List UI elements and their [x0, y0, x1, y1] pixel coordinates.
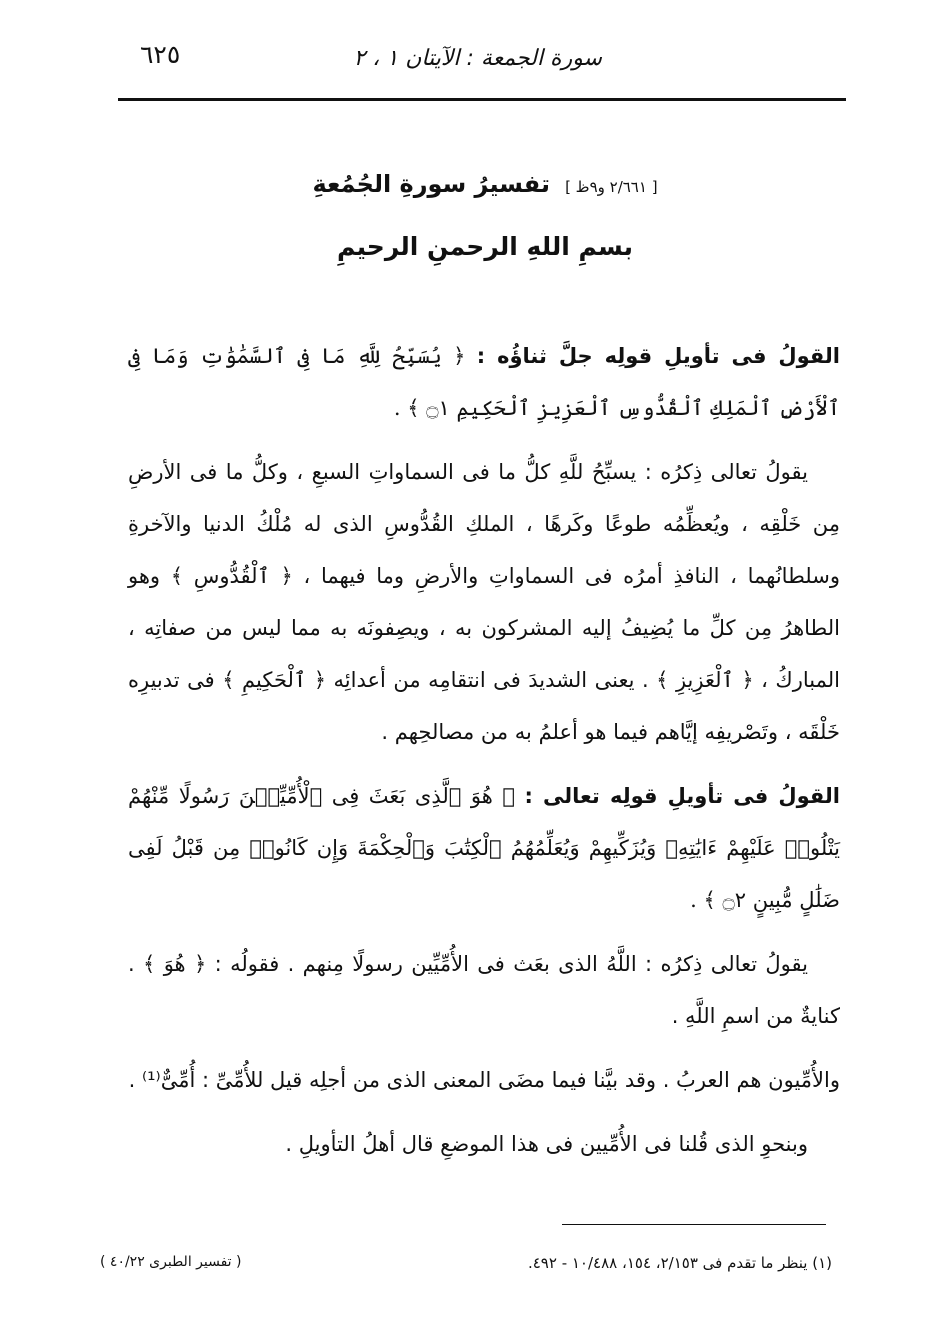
paragraph-lead: القولُ فى تأويلِ قولِه تعالى :	[524, 784, 841, 808]
paragraph-commentary-2	[128, 938, 840, 1042]
paragraph-commentary-4	[128, 1118, 840, 1170]
folio-reference: [ ٢/٦٦١ و٩ظ ]	[565, 178, 658, 196]
footnote-rule	[562, 1224, 826, 1225]
paragraph-commentary-3	[128, 1054, 840, 1106]
surah-title: تفسيرُ سورةِ الجُمُعةِ	[312, 170, 550, 198]
paragraph-text: يقولُ تعالى ذِكرُه : يسبِّحُ للَّهِ كلُّ ما فى السماواتِ السبعِ ، وكلُّ ما فى الأرضِ مِن خَلْقِه ، ويُعظِّمُه طوعًا وكَرهًا ، الملكِ القُدُّوسِ الذى له مُلْكُ الدنيا والآخرةِ وسلطانُهما ، النافذِ أمرُه فى السماواتِ والأرضِ وما فيهما ، ﴿ ٱلْقُدُّوسِ ﴾ وهو الطاهرُ مِن كلِّ ما يُضِيفُ إليه المشركون به ، ويصِفونَه به مما ليس من صفاتِه ، المباركُ ، ﴿ ٱلْعَزِيزِ ﴾ . يعنى الشديدَ فى انتقامِه من أعدائِه ﴿ ٱلْحَكِيمِ ﴾ فى تدبيرِه خَلْقَه ، وتَصْريفِه إيَّاهم فيما هو أعلمُ به من مصالحِهم .	[128, 460, 840, 744]
header-rule	[118, 98, 846, 101]
paragraph-commentary-1	[128, 446, 840, 758]
page-number: ٦٢٥	[140, 40, 181, 69]
paragraph-verse-2	[128, 770, 840, 926]
footnote: (١) ينظر ما تقدم فى ٢/١٥٣، ١٥٤، ١٠/٤٨٨ - ٤٩٢.	[527, 1254, 832, 1272]
source-reference: ( تفسير الطبرى ٤٠/٢٢ )	[100, 1254, 242, 1270]
quran-verse: ﴿ يُسَبِّحُ لِلَّهِ مَا فِى ٱلسَّمَٰوَٰتِ وَمَا فِى ٱلْأَرْضِ ٱلْمَلِكِ ٱلْقُدُّوسِ ٱلْعَزِيزِ ٱلْحَكِيمِ ۝١ ﴾ .	[128, 344, 840, 420]
paragraph-text: والأُمِّيون هم العربُ . وقد بيَّنا فيما مضَى المعنى الذى من أجلِه قيل للأُمِّىِّ : أُمِّىٌّ⁽¹⁾ .	[128, 1068, 840, 1092]
basmala: بسمِ اللهِ الرحمنِ الرحيمِ	[337, 232, 633, 261]
paragraph-text: وبنحوِ الذى قُلنا فى الأُمِّيين فى هذا الموضعِ قال أهلُ التأويلِ .	[285, 1132, 808, 1156]
running-title: سورة الجمعة : الآيتان ١ ، ٢	[353, 46, 602, 71]
body-text	[128, 330, 840, 1182]
surah-heading	[120, 170, 850, 198]
paragraph-text: يقولُ تعالى ذِكرُه : اللَّهُ الذى بعَث فى الأُمِّيِّين رسولًا مِنهم . فقولُه : ﴿ هُوَ ﴾ . كنايةٌ من اسمِ اللَّهِ .	[128, 952, 840, 1028]
paragraph-lead: القولُ فى تأويلِ قولِه جلَّ ثناؤُه :	[476, 344, 840, 368]
paragraph-verse-1	[128, 330, 840, 434]
quran-verse: ﴿ هُوَ ٱلَّذِى بَعَثَ فِى ٱلْأُمِّيِّـۧنَ رَسُولًا مِّنْهُمْ يَتْلُوا۟ عَلَيْهِمْ ءَايَٰتِهِۦ وَيُزَكِّيهِمْ وَيُعَلِّمُهُمُ ٱلْكِتَٰبَ وَٱلْحِكْمَةَ وَإِن كَانُوا۟ مِن قَبْلُ لَفِى ضَلَٰلٍ مُّبِينٍ ۝٢ ﴾ .	[128, 784, 840, 912]
